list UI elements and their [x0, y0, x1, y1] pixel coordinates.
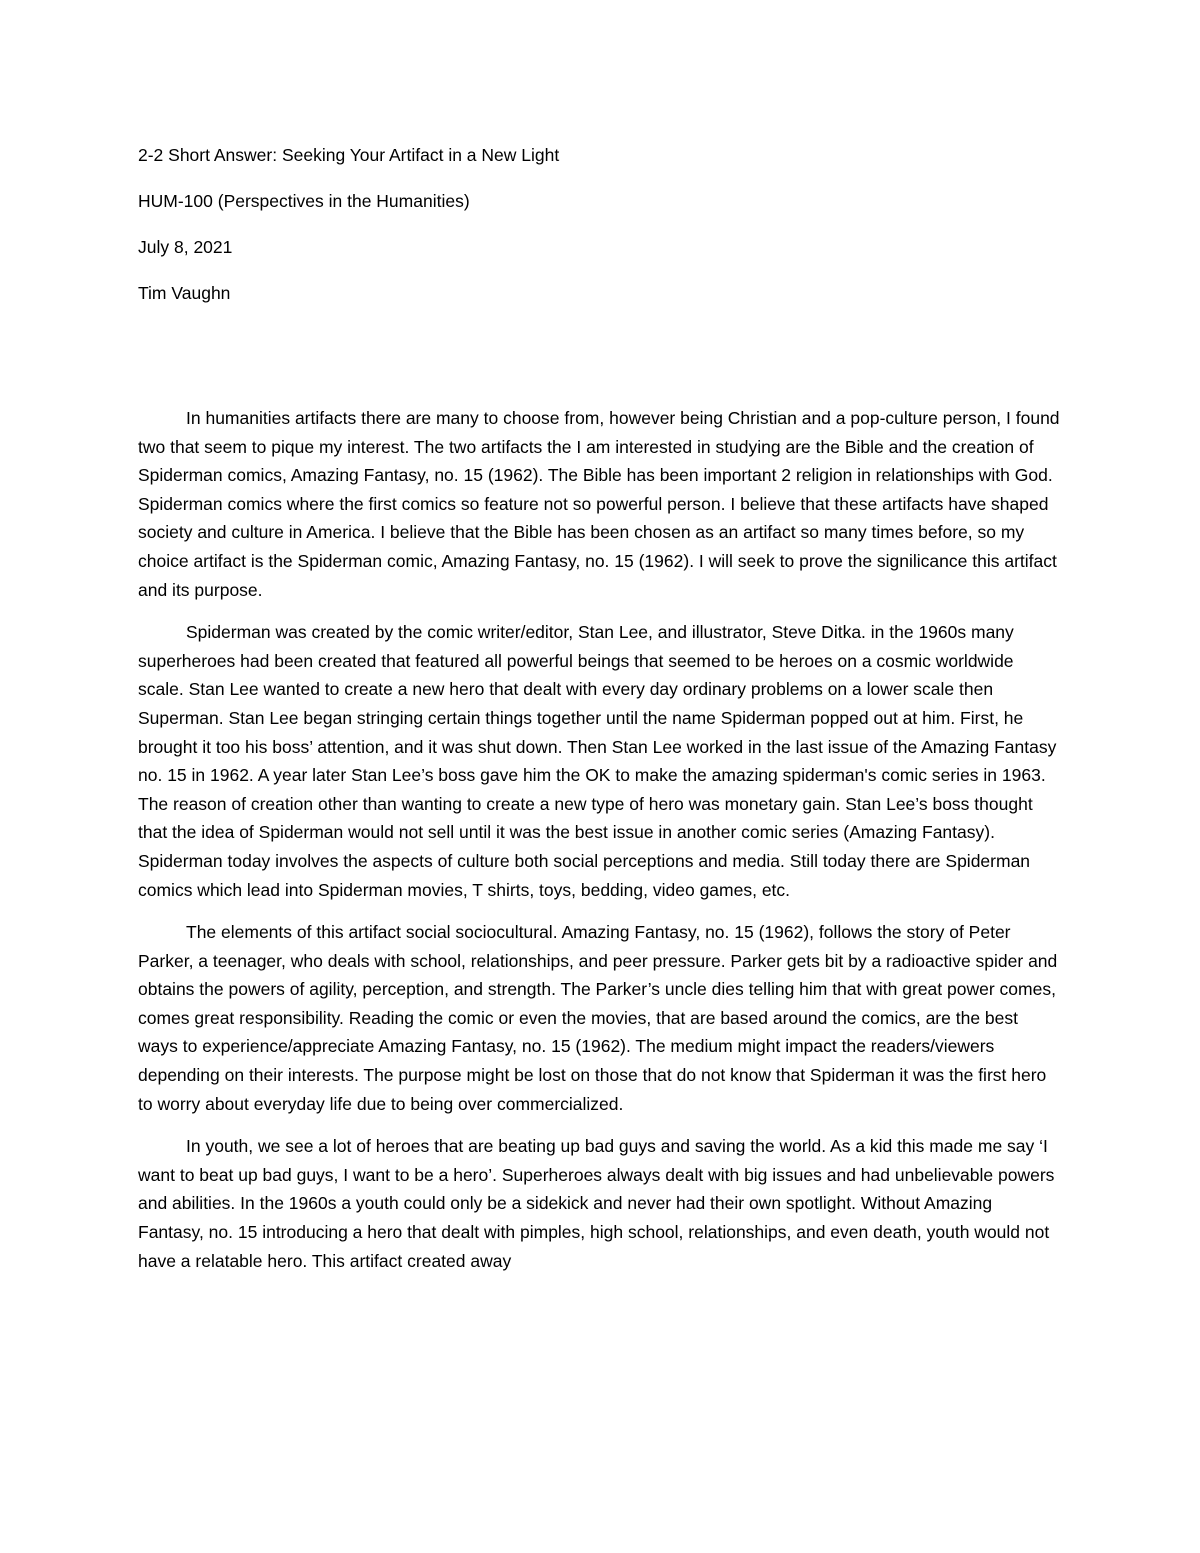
paragraph-elements: The elements of this artifact social sociocultural. Amazing Fantasy, no. 15 (1962), follows the story of Peter Parker, a teenager, who deals with school, relationships, and peer pressure. Parker gets bit by a radioactive spider and obtains the powers of agility, perception, and strength. The Parker’s uncle dies telling him that with great power comes, comes great responsibility. Reading the comic or even the movies, that are based around the comics, are the best ways to experience/appreciate Amazing Fantasy, no. 15 (1962). The medium might impact the readers/viewers depending on their interests. The purpose might be lost on those that do not know that Spiderman it was the first hero to worry about everyday life due to being over commercialized. — [138, 922, 1058, 1114]
document-title: 2-2 Short Answer: Seeking Your Artifact in a New Light — [138, 145, 560, 165]
document-date: July 8, 2021 — [138, 237, 233, 257]
paragraph-introduction: In humanities artifacts there are many to choose from, however being Christian and a pop-culture person, I found two that seem to pique my interest. The two artifacts the I am interested in studying are the Bible and the creation of Spiderman comics, Amazing Fantasy, no. 15 (1962). The Bible has been important 2 religion in relationships with God. Spiderman comics where the first comics so feature not so powerful person. I believe that these artifacts have shaped society and culture in America. I believe that the Bible has been chosen as an artifact so many times before, so my choice artifact is the Spiderman comic, Amazing Fantasy, no. 15 (1962). I will seek to prove the signilicance this artifact and its purpose. — [138, 408, 1060, 600]
paragraph-youth: In youth, we see a lot of heroes that are beating up bad guys and saving the world. As a kid this made me say ‘I want to beat up bad guys, I want to be a hero’. Superheroes always dealt with big issues and had unbelievable powers and abilities. In the 1960s a youth could only be a sidekick and never had their own spotlight. Without Amazing Fantasy, no. 15 introducing a hero that dealt with pimples, high school, relationships, and even death, youth would not have a relatable hero. This artifact created away — [138, 1136, 1055, 1271]
course-name: HUM-100 (Perspectives in the Humanities) — [138, 191, 470, 211]
paragraph-creation: Spiderman was created by the comic writer/editor, Stan Lee, and illustrator, Steve Ditka. in the 1960s many superheroes had been created that featured all powerful beings that seemed to be heroes on a cosmic worldwide scale. Stan Lee wanted to create a new hero that dealt with every day ordinary problems on a lower scale then Superman. Stan Lee began stringing certain things together until the name Spiderman popped out at him. First, he brought it too his boss’ attention, and it was shut down. Then Stan Lee worked in the last issue of the Amazing Fantasy no. 15 in 1962. A year later Stan Lee’s boss gave him the OK to make the amazing spiderman's comic series in 1963. The reason of creation other than wanting to create a new type of hero was monetary gain. Stan Lee’s boss thought that the idea of Spiderman would not sell until it was the best issue in another comic series (Amazing Fantasy). Spiderman today involves the aspects of culture both social perceptions and media. Still today there are Spiderman comics which lead into Spiderman movies, T shirts, toys, bedding, video games, etc. — [138, 622, 1057, 900]
author-name: Tim Vaughn — [138, 283, 231, 303]
document-header — [138, 143, 1058, 327]
document-body — [138, 404, 1060, 1289]
